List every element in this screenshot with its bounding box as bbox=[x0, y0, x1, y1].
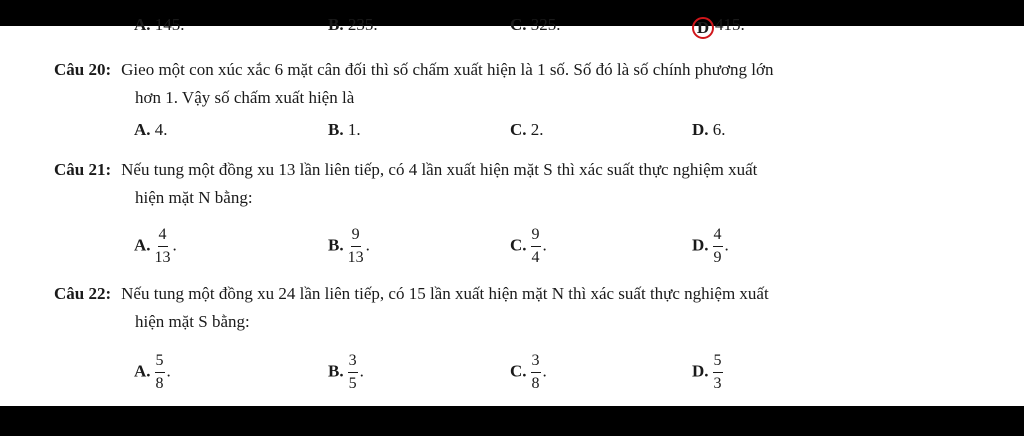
question-21-options bbox=[0, 216, 1024, 266]
prev-option-b: B. 235. bbox=[328, 15, 378, 34]
prev-option-c: C. 325. bbox=[510, 15, 561, 34]
q21-option-c: C. $\frac{9}{4}$ . bbox=[510, 226, 547, 266]
q21-option-b: B. $\frac{9}{13}$ . bbox=[328, 226, 370, 266]
question-22-text-line2: hiện mặt S bằng: bbox=[135, 312, 250, 331]
question-21-text-line1: Nếu tung một đồng xu 13 lần liên tiếp, có 4 lần xuất hiện mặt S thì xác suất thực nghiệm xuất bbox=[121, 160, 758, 179]
answer-circle-mark: D bbox=[692, 17, 714, 39]
q21-option-d: D. $\frac{4}{9}$ . bbox=[692, 226, 729, 266]
document-page bbox=[0, 15, 1024, 406]
question-22-options bbox=[0, 342, 1024, 392]
q22-option-a: A. $\frac{5}{8}$ . bbox=[134, 352, 171, 392]
question-22 bbox=[54, 280, 894, 336]
fraction: $\frac{9}{13}$ bbox=[347, 226, 364, 266]
question-22-text-line1: Nếu tung một đồng xu 24 lần liên tiếp, có 15 lần xuất hiện mặt N thì xác suất thực nghiệm xuất bbox=[121, 284, 769, 303]
q21-option-a: A. $\frac{4}{13}$ . bbox=[134, 226, 177, 266]
question-20-label: Câu 20: bbox=[54, 60, 112, 79]
fraction: $\frac{4}{9}$ bbox=[713, 226, 722, 266]
fraction: $\frac{3}{5}$ bbox=[348, 352, 357, 392]
question-20-text-line2: hơn 1. Vậy số chấm xuất hiện là bbox=[135, 88, 355, 107]
q20-option-c: C. 2. bbox=[510, 120, 544, 139]
question-21 bbox=[54, 156, 894, 212]
q22-option-c: C. $\frac{3}{8}$ . bbox=[510, 352, 547, 392]
question-22-label: Câu 22: bbox=[54, 284, 112, 303]
question-20 bbox=[54, 56, 894, 112]
prev-question-options bbox=[0, 15, 1024, 35]
q20-option-b: B. 1. bbox=[328, 120, 361, 139]
question-21-label: Câu 21: bbox=[54, 160, 112, 179]
prev-option-a: A. 145. bbox=[134, 15, 185, 34]
q22-option-d: D. $\frac{5}{3}$ bbox=[692, 352, 722, 392]
fraction: $\frac{5}{3}$ bbox=[713, 352, 722, 392]
fraction: $\frac{9}{4}$ bbox=[531, 226, 540, 266]
fraction: $\frac{5}{8}$ bbox=[155, 352, 164, 392]
q20-option-d: D. 6. bbox=[692, 120, 726, 139]
fraction: $\frac{4}{13}$ bbox=[154, 226, 171, 266]
q22-option-b: B. $\frac{3}{5}$ . bbox=[328, 352, 364, 392]
fraction: $\frac{3}{8}$ bbox=[531, 352, 540, 392]
question-20-text-line1: Gieo một con xúc xắc 6 mặt cân đối thì số chấm xuất hiện là 1 số. Số đó là số chính phương lớn bbox=[121, 60, 774, 79]
prev-option-d-circled: D 415. bbox=[692, 15, 745, 39]
q20-option-a: A. 4. bbox=[134, 120, 168, 139]
question-21-text-line2: hiện mặt N bằng: bbox=[135, 188, 253, 207]
